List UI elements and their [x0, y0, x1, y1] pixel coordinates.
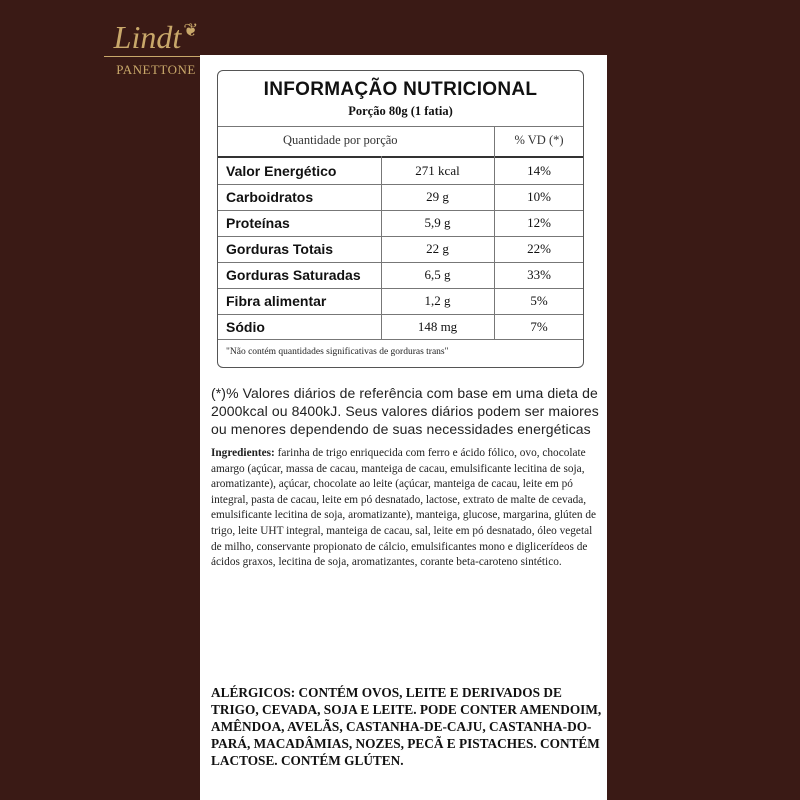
- brand-divider: [104, 56, 208, 57]
- nutrient-amount: 29 g: [426, 189, 449, 204]
- nutrient-name: Carboidratos: [226, 189, 314, 205]
- nutrient-row: [218, 314, 583, 340]
- nutrient-row: [218, 210, 583, 237]
- allergens-warning: ALÉRGICOS: CONTÉM OVOS, LEITE E DERIVADOS DE TRIGO, CEVADA, SOJA E LEITE. PODE CONTER AMENDOIM, AMÊNDOA, AVELÃS, CASTANHA-DE-CAJU, CASTANHA-DO-PARÁ, MACADÂMIAS, NOZES, PECÃ E PISTACHES. CONTÉM LACTOSE. CONTÉM GLÚTEN.: [211, 685, 602, 768]
- header-quantity: Quantidade por porção: [283, 133, 398, 147]
- nutrient-amount: 22 g: [426, 241, 449, 256]
- nutrient-vd: 12%: [527, 215, 551, 230]
- nutrient-amount: 6,5 g: [424, 267, 451, 282]
- lindt-logo: Lindt: [113, 19, 182, 55]
- nutrient-row: [218, 262, 583, 289]
- nutrition-title: INFORMAÇÃO NUTRICIONAL: [263, 79, 538, 100]
- brand-logo: [96, 20, 216, 78]
- nutrient-name: Proteínas: [226, 215, 290, 231]
- nutrient-vd: 22%: [527, 241, 551, 256]
- nutrient-vd: 14%: [527, 163, 551, 178]
- ingredients-label: Ingredientes:: [211, 447, 275, 459]
- nutrient-vd: 5%: [530, 293, 548, 308]
- nutrient-vd: 10%: [527, 189, 551, 204]
- column-divider: [494, 126, 495, 340]
- nutrient-name: Gorduras Saturadas: [226, 267, 361, 283]
- column-divider: [381, 156, 382, 340]
- product-line: PANETTONE: [116, 62, 196, 77]
- nutrient-name: Gorduras Totais: [226, 241, 334, 257]
- header-divider: [218, 126, 583, 127]
- nutrient-row: [218, 158, 583, 185]
- nutrient-vd: 7%: [530, 319, 548, 334]
- nutrient-amount: 271 kcal: [415, 163, 460, 178]
- ingredients-text: farinha de trigo enriquecida com ferro e ácido fólico, ovo, chocolate amargo (açúcar, massa de cacau, manteiga de cacau, emulsificante lecitina de soja, aromatizante), açúcar, chocolate ao leite (açúcar, manteiga de cacau, leite em pó integral, pasta de cacau, leite em pó desnatado, lactose, extrato de malte de cevada, emulsificante lecitina de soja, aromatizante), manteiga, glucose, margarina, glúten de trigo, leite UHT integral, manteiga de cacau, sal, leite em pó desnatado, óleo vegetal de milho, conservante propionato de cálcio, emulsificantes mono e diglicerídeos de ácidos graxos, lecitina de soja, aromatizantes, corante beta-caroteno sintético.: [211, 447, 596, 569]
- wheat-icon: ❦: [183, 20, 199, 40]
- daily-value-note: (*)% Valores diários de referência com base em uma dieta de 2000kcal ou 8400kJ. Seus valores diários podem ser maiores ou menores dependendo de suas necessidades energéticas: [211, 385, 599, 437]
- portion-size: Porção 80g (1 fatia): [348, 104, 453, 118]
- nutrient-amount: 1,2 g: [424, 293, 451, 308]
- header-vd: % VD (*): [514, 133, 564, 147]
- nutrient-row: [218, 184, 583, 211]
- trans-fat-note: "Não contém quantidades significativas de gorduras trans": [226, 347, 449, 357]
- nutrition-table: [217, 70, 584, 368]
- nutrient-vd: 33%: [527, 267, 551, 282]
- nutrient-row: [218, 288, 583, 315]
- ingredients-list: [211, 446, 601, 571]
- label-panel: [200, 55, 607, 800]
- nutrient-amount: 148 mg: [417, 319, 458, 334]
- nutrient-name: Sódio: [226, 319, 265, 335]
- nutrient-name: Valor Energético: [226, 163, 337, 179]
- nutrient-row: [218, 236, 583, 263]
- nutrient-name: Fibra alimentar: [226, 293, 327, 309]
- nutrient-amount: 5,9 g: [424, 215, 451, 230]
- table-bottom-divider: [218, 339, 583, 340]
